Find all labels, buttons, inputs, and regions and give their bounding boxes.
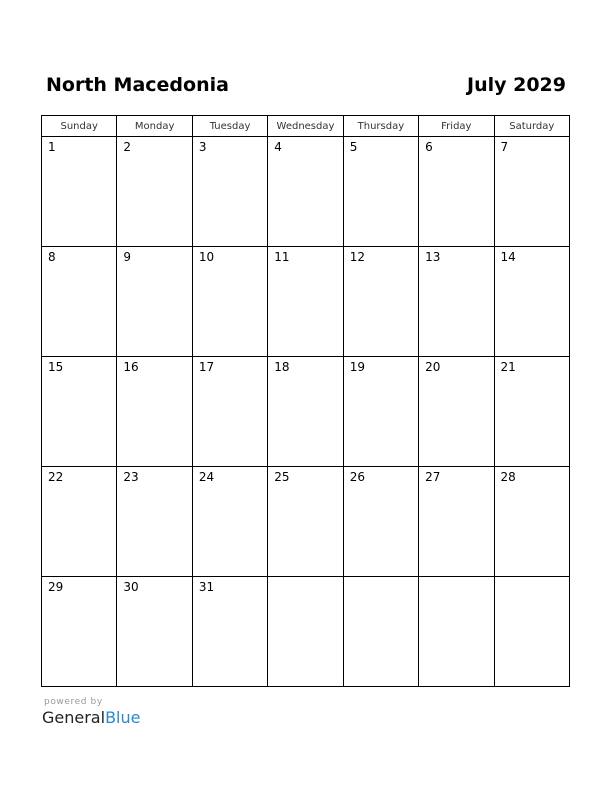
- day-number: 18: [274, 360, 290, 374]
- day-cell: [192, 137, 267, 247]
- day-cell: [494, 577, 569, 687]
- calendar-grid: [41, 115, 570, 687]
- day-cell: [117, 357, 192, 467]
- weekday-header-row: [42, 116, 570, 137]
- weekday-monday: Monday: [117, 116, 192, 137]
- day-cell: [42, 137, 117, 247]
- month-title: July 2029: [467, 74, 566, 96]
- day-number: 5: [349, 140, 358, 154]
- day-cell: [419, 577, 494, 687]
- day-cell: [494, 467, 569, 577]
- day-cell: [192, 577, 267, 687]
- weekday-wednesday: Wednesday: [268, 116, 343, 137]
- week-row-1: [42, 137, 570, 247]
- day-cell: [343, 247, 418, 357]
- day-cell: [419, 137, 494, 247]
- day-number: 14: [500, 250, 516, 264]
- footer-branding: [42, 697, 140, 727]
- day-cell: [343, 137, 418, 247]
- day-number: 22: [48, 470, 64, 484]
- day-number: 4: [274, 140, 282, 154]
- day-cell: [268, 467, 343, 577]
- day-number: 31: [198, 580, 215, 594]
- day-number: 26: [349, 470, 365, 484]
- day-number: 10: [198, 250, 215, 264]
- day-number: 29: [48, 580, 64, 594]
- day-cell: [419, 247, 494, 357]
- day-number: 24: [198, 470, 215, 484]
- day-number: 12: [349, 250, 365, 264]
- week-row-2: [42, 247, 570, 357]
- day-number: 28: [500, 470, 516, 484]
- day-number: [344, 577, 418, 580]
- day-cell: [192, 357, 267, 467]
- day-cell: [192, 247, 267, 357]
- calendar-header: [46, 72, 566, 98]
- day-number: 30: [123, 580, 139, 594]
- weekday-friday: Friday: [419, 116, 494, 137]
- day-number: 7: [500, 140, 509, 154]
- day-number: 9: [123, 250, 132, 264]
- weekday-thursday: Thursday: [343, 116, 418, 137]
- day-number: 25: [274, 470, 290, 484]
- week-row-5: [42, 577, 570, 687]
- weekday-tuesday: Tuesday: [192, 116, 267, 137]
- day-cell: [117, 467, 192, 577]
- day-cell: [42, 467, 117, 577]
- day-number: 8: [48, 250, 56, 264]
- day-number: 15: [48, 360, 64, 374]
- day-number: [495, 577, 569, 580]
- day-cell: [268, 577, 343, 687]
- week-row-4: [42, 467, 570, 577]
- day-cell: [343, 467, 418, 577]
- day-cell: [42, 357, 117, 467]
- day-cell: [494, 137, 569, 247]
- day-number: 19: [349, 360, 365, 374]
- day-number: 1: [48, 140, 56, 154]
- day-cell: [343, 357, 418, 467]
- day-cell: [42, 577, 117, 687]
- day-number: 16: [123, 360, 139, 374]
- day-number: 27: [425, 470, 441, 484]
- day-number: 3: [198, 140, 207, 154]
- day-number: 17: [198, 360, 215, 374]
- day-number: 23: [123, 470, 139, 484]
- day-cell: [192, 467, 267, 577]
- day-number: 13: [425, 250, 441, 264]
- weekday-sunday: Sunday: [42, 116, 117, 137]
- day-cell: [268, 247, 343, 357]
- day-number: 2: [123, 140, 132, 154]
- day-cell: [494, 247, 569, 357]
- day-number: 20: [425, 360, 441, 374]
- day-number: 6: [425, 140, 433, 154]
- day-cell: [343, 577, 418, 687]
- day-number: [419, 577, 493, 580]
- day-number: [268, 577, 342, 580]
- day-cell: [117, 577, 192, 687]
- day-cell: [42, 247, 117, 357]
- day-cell: [419, 357, 494, 467]
- generalblue-logo[interactable]: [42, 708, 140, 727]
- country-title: North Macedonia: [46, 74, 229, 96]
- day-cell: [419, 467, 494, 577]
- day-cell: [117, 247, 192, 357]
- brand-general-text: General: [42, 708, 106, 727]
- day-cell: [268, 137, 343, 247]
- brand-blue-text: Blue: [105, 708, 141, 727]
- powered-by-label: powered by: [44, 697, 103, 707]
- day-cell: [494, 357, 569, 467]
- week-row-3: [42, 357, 570, 467]
- day-cell: [117, 137, 192, 247]
- day-cell: [268, 357, 343, 467]
- day-number: 11: [274, 250, 290, 264]
- weekday-saturday: Saturday: [494, 116, 569, 137]
- day-number: 21: [500, 360, 516, 374]
